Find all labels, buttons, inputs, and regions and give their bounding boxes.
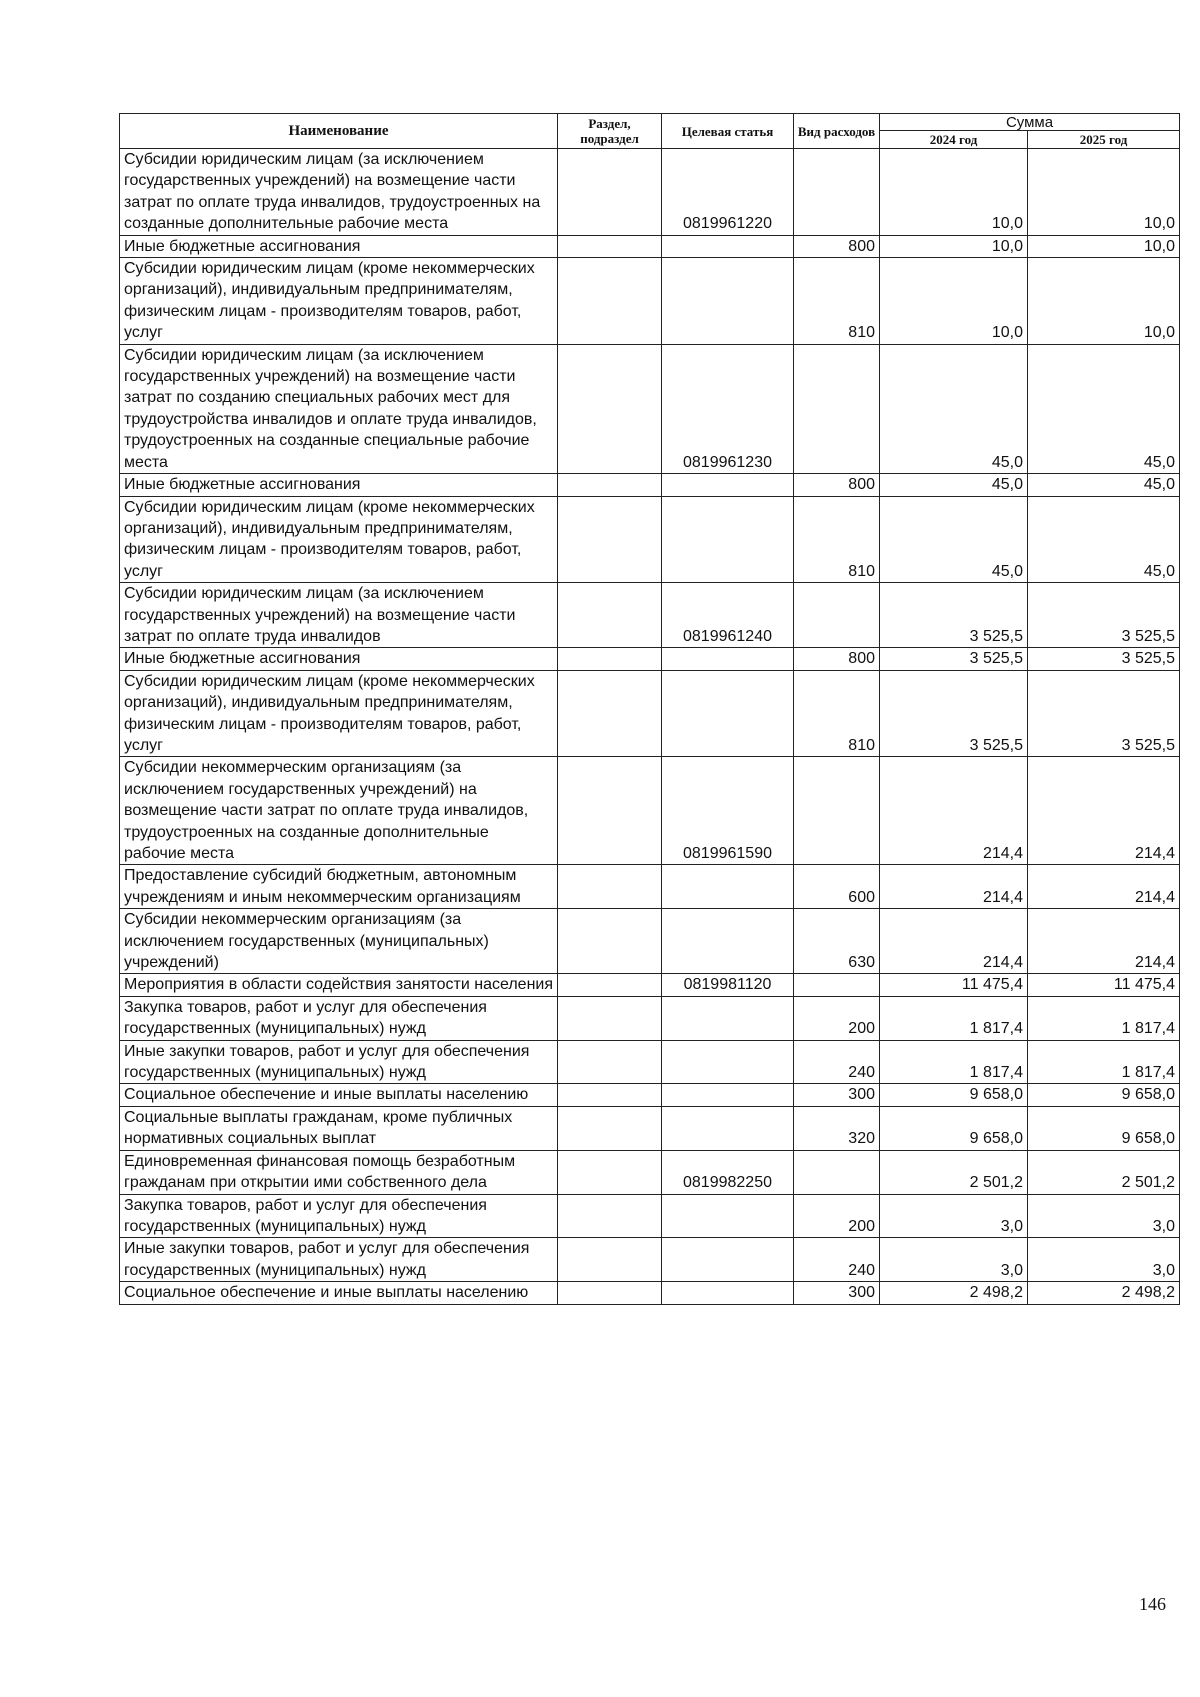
cell-sum-2025: 3 525,5 bbox=[1028, 670, 1180, 757]
cell-sum-2025: 45,0 bbox=[1028, 474, 1180, 496]
cell-expense-kind: 240 bbox=[794, 1238, 880, 1282]
cell-name: Субсидии юридическим лицам (за исключением государственных учреждений) на возмещение части затрат по оплате труда инвалидов, трудоустроенных на созданные дополнительные рабочие места bbox=[120, 149, 558, 236]
cell-sum-2025: 10,0 bbox=[1028, 235, 1180, 257]
cell-name: Субсидии юридическим лицам (кроме некоммерческих организаций), индивидуальным предпринимателям, физическим лицам - производителям товаров, работ, услуг bbox=[120, 496, 558, 583]
cell-name: Мероприятия в области содействия занятости населения bbox=[120, 974, 558, 996]
table-row bbox=[120, 1106, 1180, 1150]
table-row bbox=[120, 1084, 1180, 1106]
cell-target-code: 0819961230 bbox=[662, 344, 794, 473]
header-section: Раздел, подраздел bbox=[558, 114, 662, 149]
cell-sum-2025: 3 525,5 bbox=[1028, 583, 1180, 648]
cell-sum-2025: 214,4 bbox=[1028, 865, 1180, 909]
cell-section bbox=[558, 648, 662, 670]
budget-table bbox=[119, 113, 1180, 1305]
cell-sum-2025: 10,0 bbox=[1028, 258, 1180, 345]
table-row bbox=[120, 670, 1180, 757]
cell-sum-2024: 2 498,2 bbox=[880, 1282, 1028, 1304]
page-number: 146 bbox=[1139, 1594, 1166, 1614]
cell-expense-kind: 200 bbox=[794, 996, 880, 1040]
cell-section bbox=[558, 865, 662, 909]
table-row bbox=[120, 344, 1180, 473]
cell-sum-2024: 1 817,4 bbox=[880, 1040, 1028, 1084]
header-year-2025: 2025 год bbox=[1028, 131, 1180, 149]
cell-sum-2024: 10,0 bbox=[880, 235, 1028, 257]
cell-name: Социальные выплаты гражданам, кроме публичных нормативных социальных выплат bbox=[120, 1106, 558, 1150]
cell-expense-kind: 810 bbox=[794, 258, 880, 345]
cell-expense-kind: 800 bbox=[794, 474, 880, 496]
table-header bbox=[120, 114, 1180, 149]
cell-sum-2025: 1 817,4 bbox=[1028, 996, 1180, 1040]
cell-sum-2024: 3,0 bbox=[880, 1194, 1028, 1238]
cell-target-code bbox=[662, 235, 794, 257]
table-row bbox=[120, 258, 1180, 345]
cell-sum-2024: 9 658,0 bbox=[880, 1084, 1028, 1106]
cell-name: Иные бюджетные ассигнования bbox=[120, 235, 558, 257]
cell-sum-2024: 10,0 bbox=[880, 258, 1028, 345]
cell-sum-2024: 214,4 bbox=[880, 865, 1028, 909]
cell-sum-2025: 1 817,4 bbox=[1028, 1040, 1180, 1084]
cell-expense-kind: 800 bbox=[794, 648, 880, 670]
cell-section bbox=[558, 909, 662, 974]
cell-section bbox=[558, 1194, 662, 1238]
header-name: Наименование bbox=[120, 114, 558, 149]
table-row bbox=[120, 1238, 1180, 1282]
cell-target-code bbox=[662, 996, 794, 1040]
table-row bbox=[120, 496, 1180, 583]
cell-name: Иные закупки товаров, работ и услуг для обеспечения государственных (муниципальных) нужд bbox=[120, 1238, 558, 1282]
cell-sum-2024: 214,4 bbox=[880, 909, 1028, 974]
cell-sum-2025: 9 658,0 bbox=[1028, 1106, 1180, 1150]
cell-expense-kind: 320 bbox=[794, 1106, 880, 1150]
cell-name: Закупка товаров, работ и услуг для обеспечения государственных (муниципальных) нужд bbox=[120, 996, 558, 1040]
cell-section bbox=[558, 258, 662, 345]
cell-sum-2024: 45,0 bbox=[880, 474, 1028, 496]
cell-target-code: 0819961240 bbox=[662, 583, 794, 648]
cell-sum-2025: 3,0 bbox=[1028, 1194, 1180, 1238]
cell-target-code bbox=[662, 1282, 794, 1304]
cell-section bbox=[558, 996, 662, 1040]
cell-name: Социальное обеспечение и иные выплаты населению bbox=[120, 1282, 558, 1304]
cell-expense-kind: 630 bbox=[794, 909, 880, 974]
cell-name: Иные закупки товаров, работ и услуг для обеспечения государственных (муниципальных) нужд bbox=[120, 1040, 558, 1084]
table-row bbox=[120, 149, 1180, 236]
cell-expense-kind: 810 bbox=[794, 496, 880, 583]
cell-name: Иные бюджетные ассигнования bbox=[120, 648, 558, 670]
table-row bbox=[120, 974, 1180, 996]
cell-target-code bbox=[662, 1084, 794, 1106]
cell-section bbox=[558, 149, 662, 236]
cell-name: Субсидии некоммерческим организациям (за исключением государственных учреждений) на возмещение части затрат по оплате труда инвалидов, трудоустроенных на созданные дополнительные рабочие места bbox=[120, 757, 558, 865]
cell-target-code bbox=[662, 670, 794, 757]
table-row bbox=[120, 235, 1180, 257]
cell-section bbox=[558, 474, 662, 496]
cell-sum-2024: 3 525,5 bbox=[880, 583, 1028, 648]
table-row bbox=[120, 1150, 1180, 1194]
cell-sum-2025: 10,0 bbox=[1028, 149, 1180, 236]
table-row bbox=[120, 996, 1180, 1040]
cell-sum-2025: 3 525,5 bbox=[1028, 648, 1180, 670]
table-body bbox=[120, 149, 1180, 1305]
cell-section bbox=[558, 757, 662, 865]
cell-name: Социальное обеспечение и иные выплаты населению bbox=[120, 1084, 558, 1106]
cell-expense-kind bbox=[794, 1150, 880, 1194]
table-row bbox=[120, 1282, 1180, 1304]
cell-sum-2025: 45,0 bbox=[1028, 496, 1180, 583]
cell-expense-kind bbox=[794, 974, 880, 996]
cell-sum-2025: 214,4 bbox=[1028, 909, 1180, 974]
cell-sum-2024: 3,0 bbox=[880, 1238, 1028, 1282]
cell-target-code bbox=[662, 1040, 794, 1084]
header-sum: Сумма bbox=[880, 114, 1180, 131]
cell-target-code bbox=[662, 865, 794, 909]
cell-sum-2025: 9 658,0 bbox=[1028, 1084, 1180, 1106]
cell-target-code bbox=[662, 474, 794, 496]
cell-sum-2024: 2 501,2 bbox=[880, 1150, 1028, 1194]
cell-section bbox=[558, 496, 662, 583]
cell-sum-2024: 10,0 bbox=[880, 149, 1028, 236]
cell-section bbox=[558, 670, 662, 757]
cell-name: Закупка товаров, работ и услуг для обеспечения государственных (муниципальных) нужд bbox=[120, 1194, 558, 1238]
table-row bbox=[120, 757, 1180, 865]
cell-name: Субсидии юридическим лицам (кроме некоммерческих организаций), индивидуальным предпринимателям, физическим лицам - производителям товаров, работ, услуг bbox=[120, 670, 558, 757]
header-year-2024: 2024 год bbox=[880, 131, 1028, 149]
cell-expense-kind: 800 bbox=[794, 235, 880, 257]
cell-target-code: 0819961590 bbox=[662, 757, 794, 865]
cell-sum-2025: 2 501,2 bbox=[1028, 1150, 1180, 1194]
cell-section bbox=[558, 583, 662, 648]
cell-sum-2024: 11 475,4 bbox=[880, 974, 1028, 996]
cell-sum-2025: 3,0 bbox=[1028, 1238, 1180, 1282]
cell-sum-2025: 214,4 bbox=[1028, 757, 1180, 865]
cell-sum-2024: 45,0 bbox=[880, 496, 1028, 583]
cell-target-code bbox=[662, 1194, 794, 1238]
table-row bbox=[120, 1194, 1180, 1238]
cell-target-code: 0819981120 bbox=[662, 974, 794, 996]
cell-sum-2024: 1 817,4 bbox=[880, 996, 1028, 1040]
cell-expense-kind: 200 bbox=[794, 1194, 880, 1238]
cell-target-code bbox=[662, 1106, 794, 1150]
cell-section bbox=[558, 1238, 662, 1282]
cell-section bbox=[558, 974, 662, 996]
cell-expense-kind: 240 bbox=[794, 1040, 880, 1084]
cell-name: Субсидии юридическим лицам (за исключением государственных учреждений) на возмещение части затрат по оплате труда инвалидов bbox=[120, 583, 558, 648]
cell-section bbox=[558, 1084, 662, 1106]
cell-expense-kind: 300 bbox=[794, 1084, 880, 1106]
cell-section bbox=[558, 344, 662, 473]
table-row bbox=[120, 865, 1180, 909]
cell-expense-kind bbox=[794, 344, 880, 473]
cell-name: Субсидии юридическим лицам (кроме некоммерческих организаций), индивидуальным предпринимателям, физическим лицам - производителям товаров, работ, услуг bbox=[120, 258, 558, 345]
cell-section bbox=[558, 1282, 662, 1304]
cell-expense-kind bbox=[794, 149, 880, 236]
table-row bbox=[120, 583, 1180, 648]
cell-sum-2024: 3 525,5 bbox=[880, 648, 1028, 670]
cell-expense-kind: 300 bbox=[794, 1282, 880, 1304]
cell-expense-kind: 810 bbox=[794, 670, 880, 757]
cell-target-code bbox=[662, 1238, 794, 1282]
cell-name: Субсидии некоммерческим организациям (за исключением государственных (муниципальных) учреждений) bbox=[120, 909, 558, 974]
cell-name: Субсидии юридическим лицам (за исключением государственных учреждений) на возмещение части затрат по созданию специальных рабочих мест для трудоустройства инвалидов и оплате труда инвалидов, трудоустроенных на созданные специальные рабочие места bbox=[120, 344, 558, 473]
cell-expense-kind bbox=[794, 757, 880, 865]
cell-target-code: 0819961220 bbox=[662, 149, 794, 236]
cell-target-code: 0819982250 bbox=[662, 1150, 794, 1194]
cell-name: Иные бюджетные ассигнования bbox=[120, 474, 558, 496]
table-row bbox=[120, 474, 1180, 496]
cell-target-code bbox=[662, 909, 794, 974]
header-kind: Вид расходов bbox=[794, 114, 880, 149]
header-target: Целевая статья bbox=[662, 114, 794, 149]
cell-target-code bbox=[662, 496, 794, 583]
cell-section bbox=[558, 1150, 662, 1194]
cell-sum-2025: 2 498,2 bbox=[1028, 1282, 1180, 1304]
cell-section bbox=[558, 1106, 662, 1150]
cell-target-code bbox=[662, 258, 794, 345]
cell-section bbox=[558, 235, 662, 257]
cell-name: Единовременная финансовая помощь безработным гражданам при открытии ими собственного дела bbox=[120, 1150, 558, 1194]
table-row bbox=[120, 648, 1180, 670]
cell-expense-kind bbox=[794, 583, 880, 648]
table-row bbox=[120, 1040, 1180, 1084]
cell-sum-2024: 9 658,0 bbox=[880, 1106, 1028, 1150]
cell-sum-2024: 3 525,5 bbox=[880, 670, 1028, 757]
cell-name: Предоставление субсидий бюджетным, автономным учреждениям и иным некоммерческим организациям bbox=[120, 865, 558, 909]
cell-sum-2024: 45,0 bbox=[880, 344, 1028, 473]
cell-section bbox=[558, 1040, 662, 1084]
cell-expense-kind: 600 bbox=[794, 865, 880, 909]
cell-sum-2025: 11 475,4 bbox=[1028, 974, 1180, 996]
cell-sum-2025: 45,0 bbox=[1028, 344, 1180, 473]
table-row bbox=[120, 909, 1180, 974]
cell-sum-2024: 214,4 bbox=[880, 757, 1028, 865]
cell-target-code bbox=[662, 648, 794, 670]
